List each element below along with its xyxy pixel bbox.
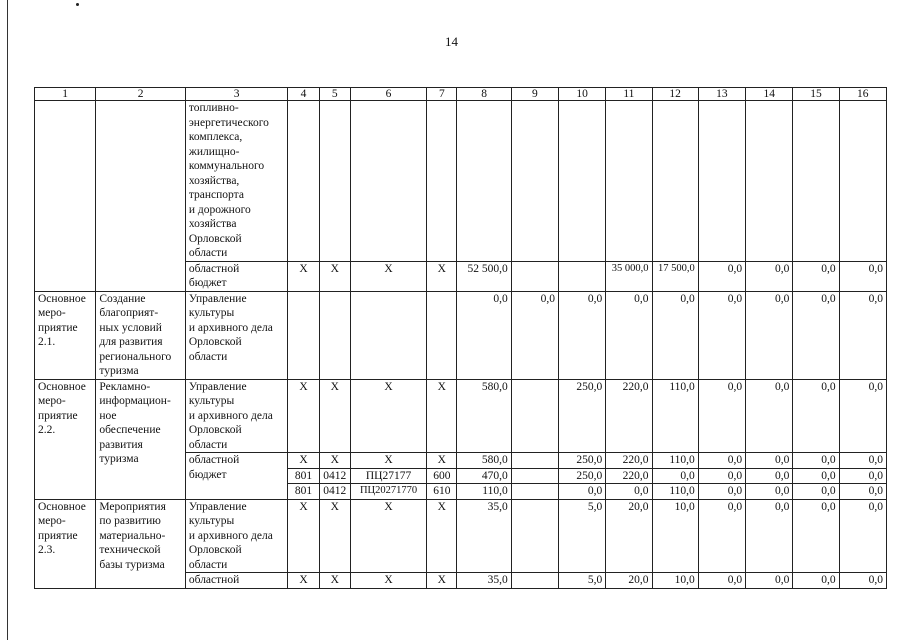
- column-header: 9: [511, 88, 558, 101]
- cell: 35 000,0: [606, 261, 652, 291]
- cell: 600: [427, 468, 457, 484]
- cell: 0,0: [746, 468, 793, 484]
- table-row: [35, 499, 887, 573]
- cell: 20,0: [606, 573, 652, 589]
- cell: 0412: [319, 484, 350, 500]
- cell: [511, 261, 558, 291]
- cell: 0,0: [698, 261, 745, 291]
- cell: 0412: [319, 468, 350, 484]
- cell: 0,0: [839, 468, 886, 484]
- cell: 0,0: [746, 379, 793, 453]
- cell: [511, 573, 558, 589]
- cell: 110,0: [457, 484, 511, 500]
- cell: 110,0: [652, 453, 698, 469]
- cell: 35,0: [457, 573, 511, 589]
- funding-source-cell: областной бюджет: [185, 453, 288, 500]
- cell: 0,0: [698, 573, 745, 589]
- column-header: 3: [185, 88, 288, 101]
- cell: 0,0: [746, 291, 793, 379]
- cell: 35,0: [457, 499, 511, 573]
- cell: 0,0: [839, 453, 886, 469]
- cell: X: [350, 453, 426, 469]
- cell: 20,0: [606, 499, 652, 573]
- cell: 0,0: [698, 379, 745, 453]
- cell: 0,0: [698, 484, 745, 500]
- cell: 0,0: [839, 484, 886, 500]
- cell: 0,0: [559, 484, 606, 500]
- column-header: 6: [350, 88, 426, 101]
- cell: 580,0: [457, 453, 511, 469]
- cell: 801: [288, 468, 319, 484]
- cell: 5,0: [559, 573, 606, 589]
- cell: 5,0: [559, 499, 606, 573]
- cell: X: [427, 499, 457, 573]
- cell: 0,0: [793, 261, 839, 291]
- event-name-cell: [96, 101, 186, 292]
- column-header: 15: [793, 88, 839, 101]
- cell: 0,0: [559, 291, 606, 379]
- cell: 17 500,0: [652, 261, 698, 291]
- cell: X: [288, 499, 319, 573]
- event-name-cell: Мероприятия по развитию материально- технической базы туризма: [96, 499, 186, 588]
- cell: 250,0: [559, 468, 606, 484]
- cell: 0,0: [511, 291, 558, 379]
- cell: X: [288, 379, 319, 453]
- cell: 0,0: [793, 499, 839, 573]
- event-cell: Основное меро- приятие 2.1.: [35, 291, 96, 379]
- cell: 0,0: [698, 453, 745, 469]
- cell: 0,0: [457, 291, 511, 379]
- cell: 0,0: [839, 291, 886, 379]
- cell: 0,0: [606, 484, 652, 500]
- cell: 0,0: [746, 453, 793, 469]
- cell: X: [350, 573, 426, 589]
- column-header: 13: [698, 88, 745, 101]
- table-row: [35, 291, 887, 379]
- page-number: 14: [445, 34, 458, 49]
- cell: ПЦ27177: [350, 468, 426, 484]
- cell: X: [319, 379, 350, 453]
- cell: 0,0: [698, 499, 745, 573]
- column-header: 8: [457, 88, 511, 101]
- cell: 610: [427, 484, 457, 500]
- cell: 10,0: [652, 573, 698, 589]
- event-name-cell: Создание благоприят- ных условий для развития регионального туризма: [96, 291, 186, 379]
- cell: X: [427, 573, 457, 589]
- cell: 0,0: [839, 261, 886, 291]
- cell: ПЦ20271770: [350, 484, 426, 500]
- cell: 0,0: [793, 468, 839, 484]
- cell: 250,0: [559, 379, 606, 453]
- cell: 110,0: [652, 484, 698, 500]
- cell: X: [319, 573, 350, 589]
- budget-table: [34, 87, 887, 589]
- cell: 220,0: [606, 379, 652, 453]
- cell: 0,0: [793, 573, 839, 589]
- cell: 220,0: [606, 453, 652, 469]
- event-name-cell: Рекламно- информацион- ное обеспечение развития туризма: [96, 379, 186, 499]
- cell: 220,0: [606, 468, 652, 484]
- cell: 0,0: [793, 291, 839, 379]
- cell: 470,0: [457, 468, 511, 484]
- cell: 0,0: [698, 291, 745, 379]
- cell: X: [350, 261, 426, 291]
- header-row: [35, 88, 887, 101]
- column-header: 4: [288, 88, 319, 101]
- cell: X: [288, 453, 319, 469]
- executor-cell: Управление культуры и архивного дела Орловской области: [185, 379, 288, 453]
- executor-cell: топливно- энергетического комплекса, жилищно- коммунального хозяйства, транспорта и дорожного хозяйства Орловской области: [185, 101, 288, 262]
- cell: 0,0: [839, 379, 886, 453]
- column-header: 11: [606, 88, 652, 101]
- scan-dot: [76, 3, 79, 6]
- table-row: [35, 101, 887, 262]
- cell: X: [319, 499, 350, 573]
- cell: X: [350, 379, 426, 453]
- funding-source-cell: областной: [185, 573, 288, 589]
- cell: 0,0: [839, 499, 886, 573]
- cell: 0,0: [793, 453, 839, 469]
- page-left-edge: [7, 0, 8, 640]
- cell: 0,0: [746, 573, 793, 589]
- cell: 0,0: [698, 468, 745, 484]
- cell: X: [319, 453, 350, 469]
- cell: 10,0: [652, 499, 698, 573]
- cell: X: [319, 261, 350, 291]
- cell: X: [427, 261, 457, 291]
- cell: [511, 453, 558, 469]
- cell: [511, 379, 558, 453]
- column-header: 1: [35, 88, 96, 101]
- cell: 0,0: [746, 499, 793, 573]
- cell: [559, 261, 606, 291]
- cell: 0,0: [793, 379, 839, 453]
- column-header: 14: [746, 88, 793, 101]
- executor-cell: Управление культуры и архивного дела Орловской области: [185, 499, 288, 573]
- cell: [511, 499, 558, 573]
- column-header: 2: [96, 88, 186, 101]
- column-header: 7: [427, 88, 457, 101]
- column-header: 12: [652, 88, 698, 101]
- executor-cell: Управление культуры и архивного дела Орловской области: [185, 291, 288, 379]
- cell: 0,0: [746, 261, 793, 291]
- cell: [511, 468, 558, 484]
- column-header: 16: [839, 88, 886, 101]
- cell: X: [288, 573, 319, 589]
- cell: 250,0: [559, 453, 606, 469]
- column-header: 5: [319, 88, 350, 101]
- cell: 52 500,0: [457, 261, 511, 291]
- cell: X: [427, 379, 457, 453]
- event-cell: Основное меро- приятие 2.3.: [35, 499, 96, 588]
- column-header: 10: [559, 88, 606, 101]
- cell: X: [288, 261, 319, 291]
- cell: 110,0: [652, 379, 698, 453]
- event-cell: [35, 101, 96, 292]
- cell: [511, 484, 558, 500]
- cell: 0,0: [606, 291, 652, 379]
- cell: 801: [288, 484, 319, 500]
- cell: 0,0: [652, 291, 698, 379]
- cell: X: [427, 453, 457, 469]
- cell: 0,0: [839, 573, 886, 589]
- cell: 0,0: [652, 468, 698, 484]
- table-row: [35, 379, 887, 453]
- cell: 580,0: [457, 379, 511, 453]
- cell: X: [350, 499, 426, 573]
- event-cell: Основное меро- приятие 2.2.: [35, 379, 96, 499]
- funding-source-cell: областной бюджет: [185, 261, 288, 291]
- cell: 0,0: [793, 484, 839, 500]
- cell: 0,0: [746, 484, 793, 500]
